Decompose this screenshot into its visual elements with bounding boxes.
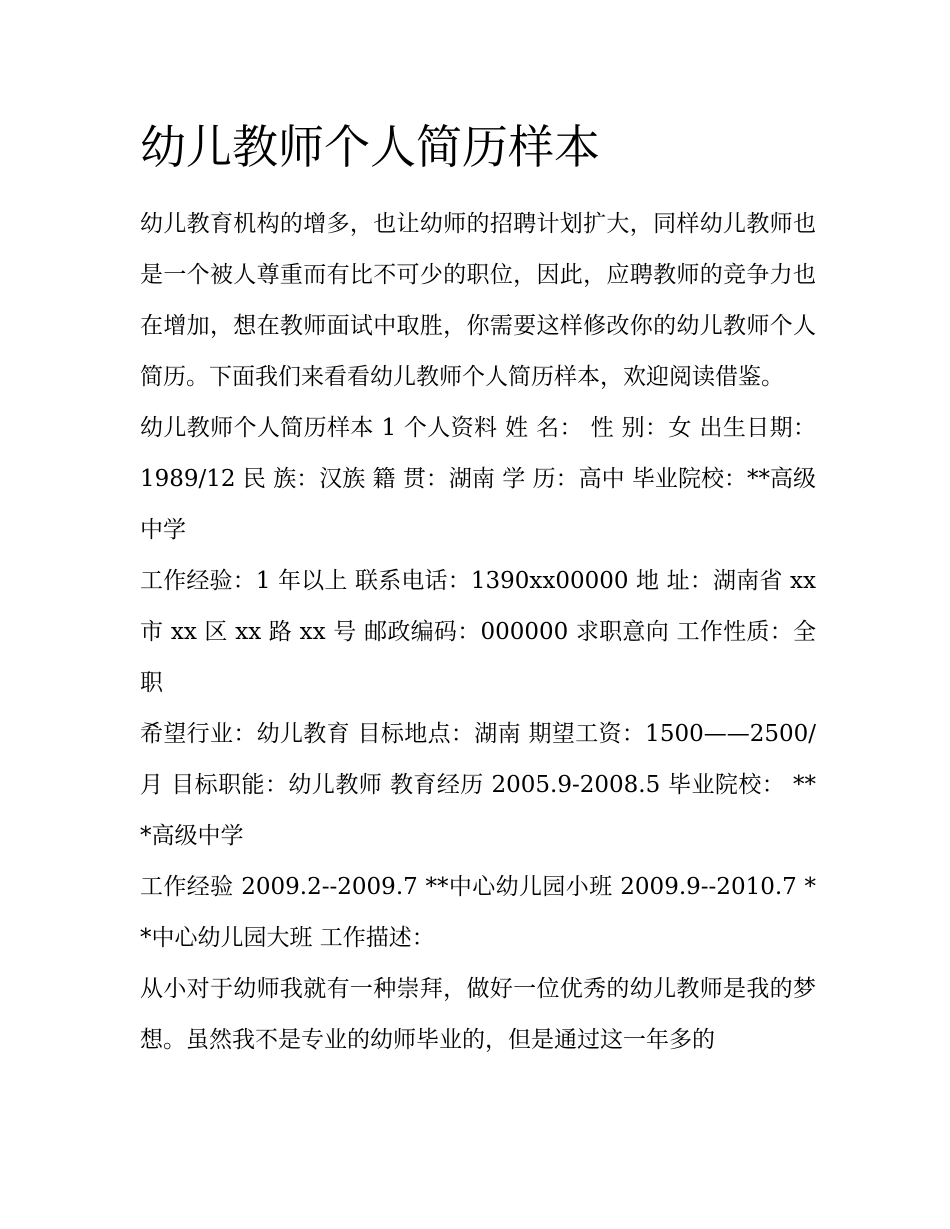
document-title: 幼儿教师个人简历样本	[140, 120, 600, 174]
document-body	[140, 199, 816, 1066]
paragraph-intro: 幼儿教育机构的增多，也让幼师的招聘计划扩大，同样幼儿教师也是一个被人尊重而有比不可少的职位，因此，应聘教师的竞争力也在增加，想在教师面试中取胜，你需要这样修改你的幼儿教师个人简历。下面我们来看看幼儿教师个人简历样本，欢迎阅读借鉴。	[140, 211, 816, 390]
paragraph-work-description: 从小对于幼师我就有一种崇拜，做好一位优秀的幼儿教师是我的梦想。虽然我不是专业的幼师毕业的，但是通过这一年多的	[140, 976, 816, 1053]
paragraph-job-intention: 希望行业：幼儿教育 目标地点：湖南 期望工资：1500——2500/月 目标职能：幼儿教师 教育经历 2005.9-2008.5 毕业院校： ***高级中学	[140, 721, 816, 849]
paragraph-contact-info: 工作经验：1 年以上 联系电话：1390xx00000 地 址：湖南省 xx 市 xx 区 xx 路 xx 号 邮政编码：000000 求职意向 工作性质：全职	[140, 568, 816, 696]
paragraph-work-experience: 工作经验 2009.2--2009.7 **中心幼儿园小班 2009.9--2010.7 **中心幼儿园大班 工作描述：	[140, 874, 816, 951]
paragraph-personal-info: 幼儿教师个人简历样本 1 个人资料 姓 名： 性 别：女 出生日期：1989/12 民 族：汉族 籍 贯：湖南 学 历：高中 毕业院校：**高级中学	[140, 415, 816, 543]
